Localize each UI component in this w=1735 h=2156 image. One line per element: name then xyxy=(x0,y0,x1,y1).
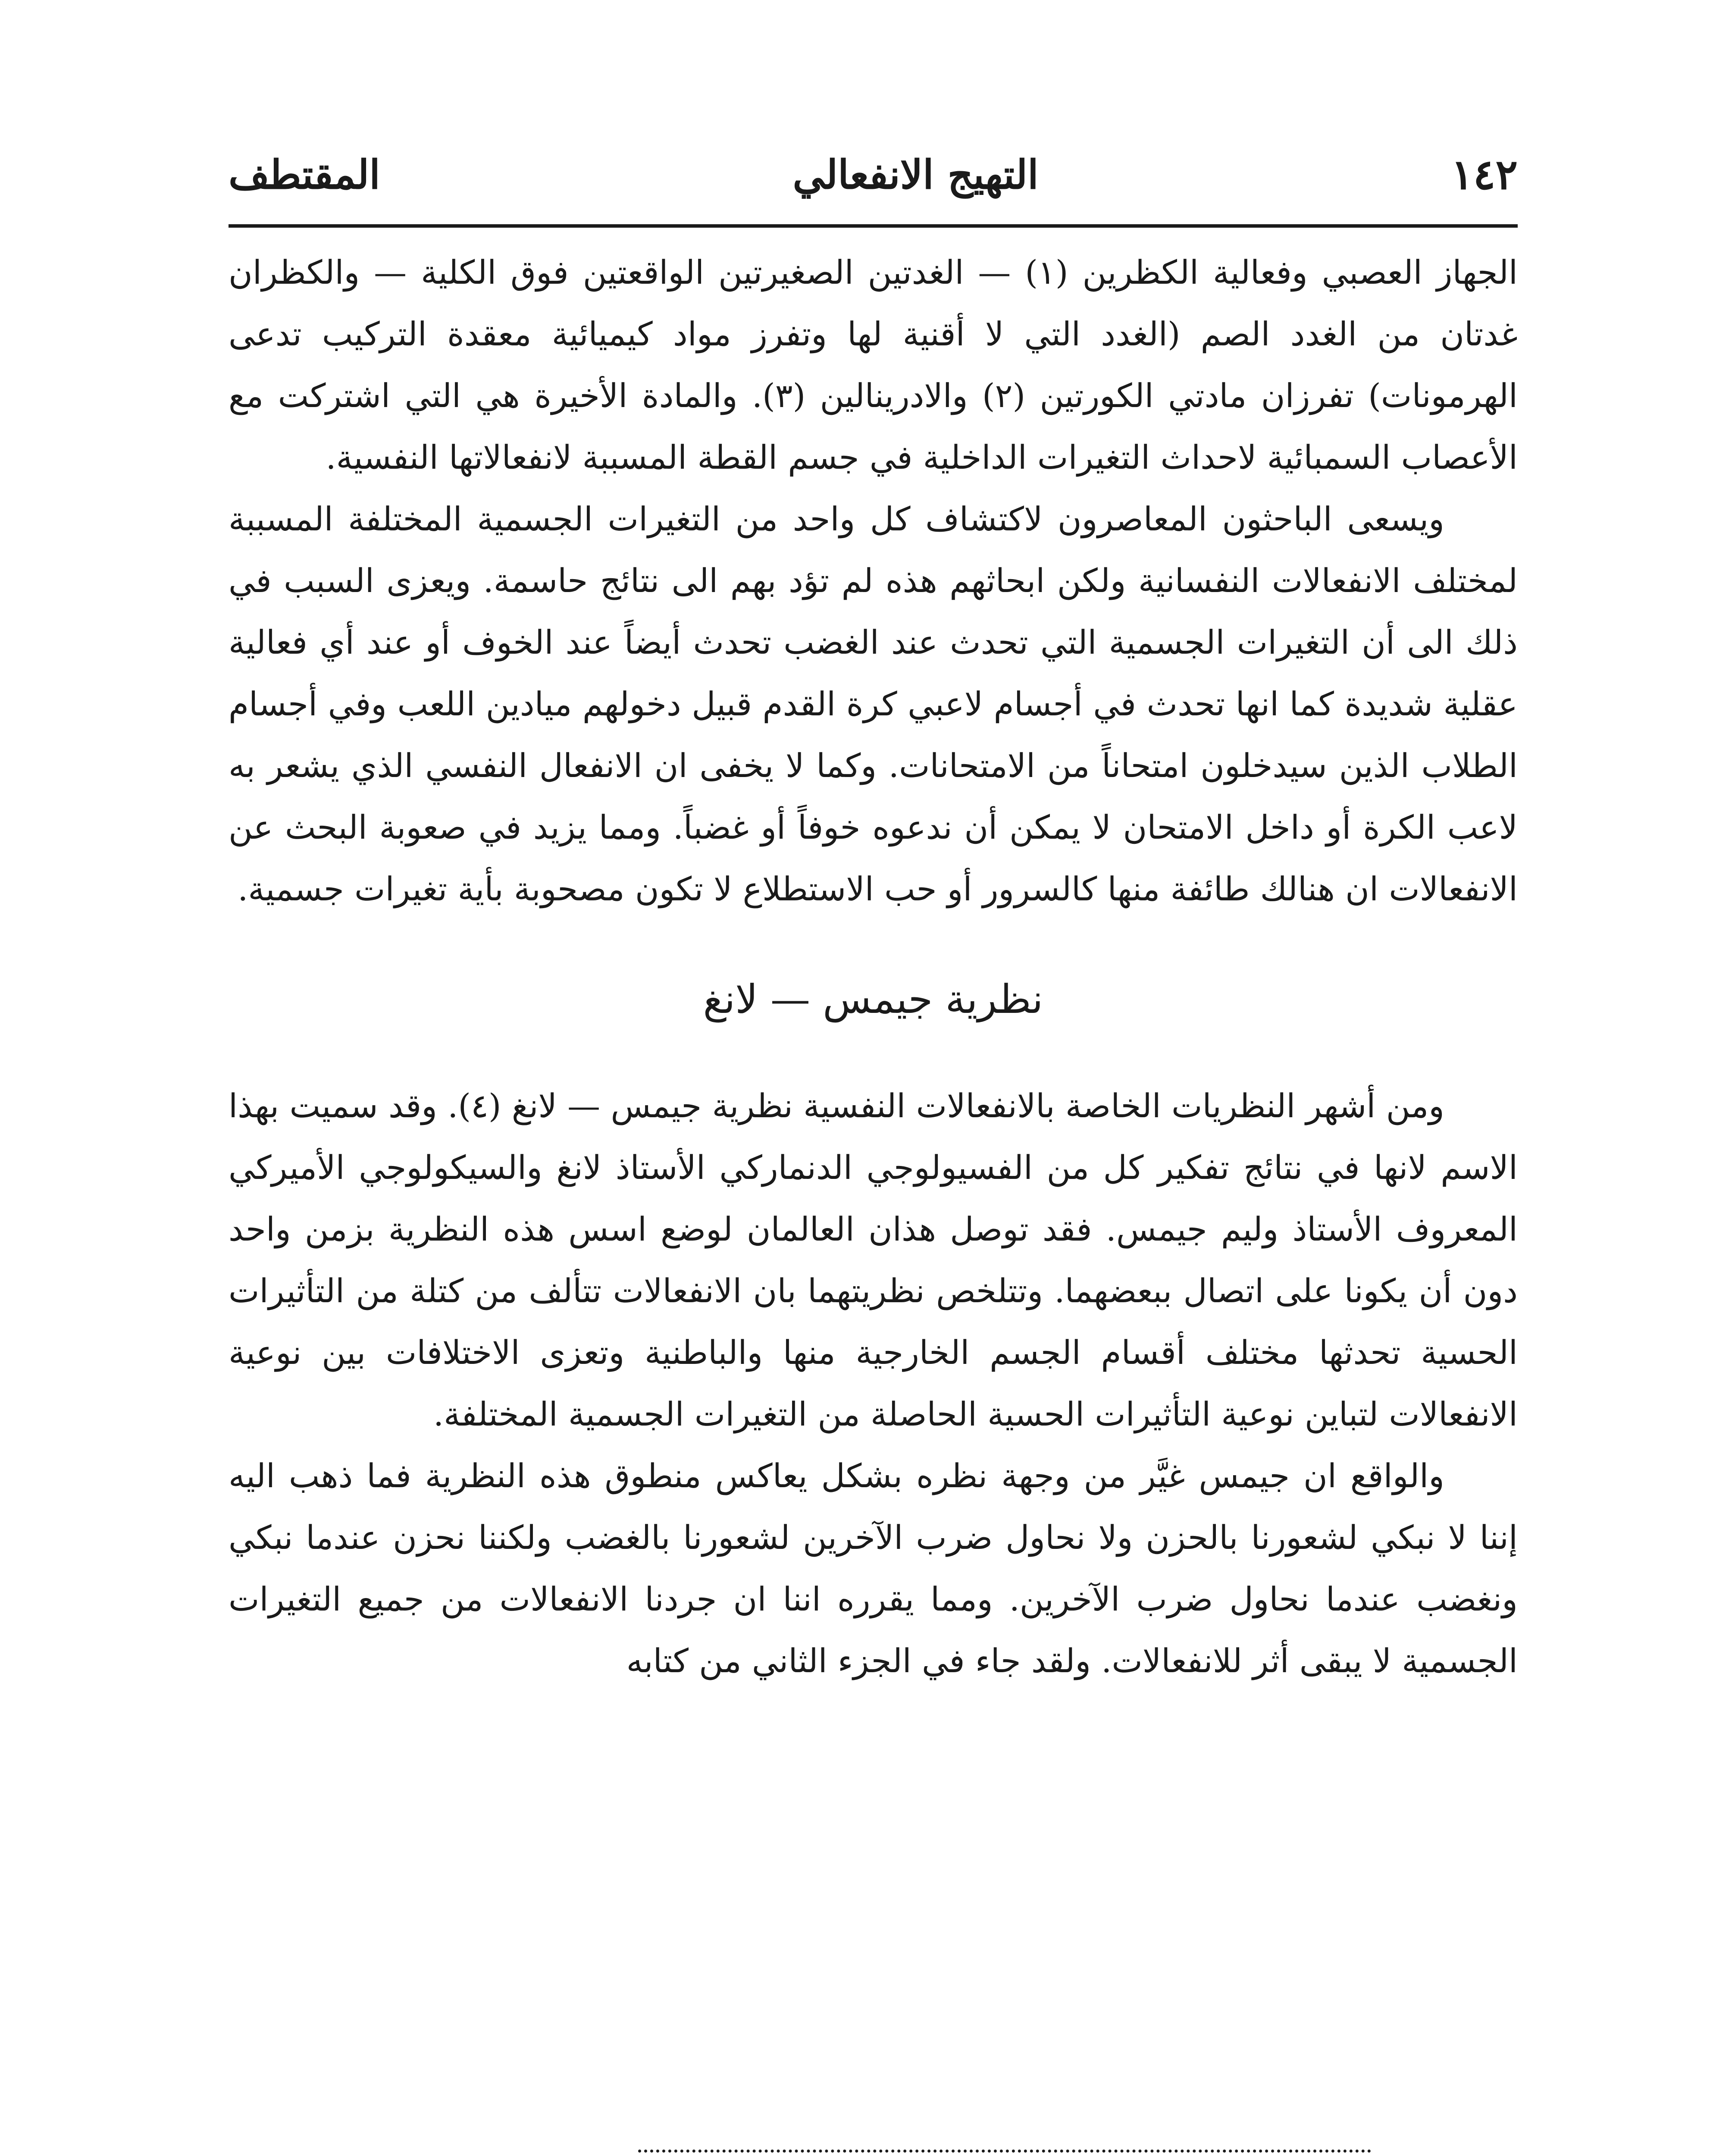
journal-name: المقتطف xyxy=(229,151,380,198)
body-text xyxy=(229,241,1518,1692)
paragraph: والواقع ان جيمس غيَّر من وجهة نظره بشكل يعاكس منطوق هذه النظرية فما ذهب اليه إننا لا نبكي لشعورنا بالحزن ولا نحاول ضرب الآخرين لشعورنا بالغضب ولكننا نحزن عندما نبكي ونغضب عندما نحاول ضرب الآخرين. ومما يقرره اننا ان جردنا الانفعالات من جميع التغيرات الجسمية لا يبقى أثر للانفعالات. ولقد جاء في الجزء الثاني من كتابه xyxy=(229,1457,1518,1680)
footnote-separator xyxy=(638,2150,1371,2153)
page-number: ١٤٢ xyxy=(1451,150,1518,199)
running-header xyxy=(229,142,1518,207)
paragraph: ويسعى الباحثون المعاصرون لاكتشاف كل واحد من التغيرات الجسمية المختلفة المسببة لمختلف الانفعالات النفسانية ولكن ابحاثهم هذه لم تؤد بهم الى نتائج حاسمة. ويعزى السبب في ذلك الى أن التغيرات الجسمية التي تحدث عند الغضب تحدث أيضاً عند الخوف أو عند أي فعالية عقلية شديدة كما انها تحدث في أجسام لاعبي كرة القدم قبيل دخولهم ميادين اللعب وفي أجسام الطلاب الذين سيدخلون امتحاناً من الامتحانات. وكما لا يخفى ان الانفعال النفسي الذي يشعر به لاعب الكرة أو داخل الامتحان لا يمكن أن ندعوه خوفاً أو غضباً. ومما يزيد في صعوبة البحث عن الانفعالات ان هنالك طائفة منها كالسرور أو حب الاستطلاع لا تكون مصحوبة بأية تغيرات جسمية. xyxy=(229,500,1518,908)
section-title: التهيج الانفعالي xyxy=(792,151,1039,198)
paragraph: الجهاز العصبي وفعالية الكظرين (١) — الغدتين الصغيرتين الواقعتين فوق الكلية — والكظران غدتان من الغدد الصم (الغدد التي لا أقنية لها وتفرز مواد كيميائية معقدة التركيب تدعى الهرمونات) تفرزان مادتي الكورتين (٢) والادرينالين (٣). والمادة الأخيرة هي التي اشتركت مع الأعصاب السمبائية لاحداث التغيرات الداخلية في جسم القطة المسببة لانفعالاتها النفسية. xyxy=(229,253,1518,476)
section-heading: نظرية جيمس — لانغ xyxy=(703,976,1043,1022)
paragraph: ومن أشهر النظريات الخاصة بالانفعالات النفسية نظرية جيمس — لانغ (٤). وقد سميت بهذا الاسم لانها في نتائج تفكير كل من الفسيولوجي الدنماركي الأستاذ لانغ والسيكولوجي الأميركي المعروف الأستاذ وليم جيمس. فقد توصل هذان العالمان لوضع اسس هذه النظرية بزمن واحد دون أن يكونا على اتصال ببعضهما. وتتلخص نظريتهما بان الانفعالات تتألف من كتلة من التأثيرات الحسية تحدثها مختلف أقسام الجسم الخارجية منها والباطنية وتعزى الاختلافات بين نوعية الانفعالات لتباين نوعية التأثيرات الحسية الحاصلة من التغيرات الجسمية المختلفة. xyxy=(229,1087,1518,1433)
header-rule xyxy=(229,224,1518,228)
